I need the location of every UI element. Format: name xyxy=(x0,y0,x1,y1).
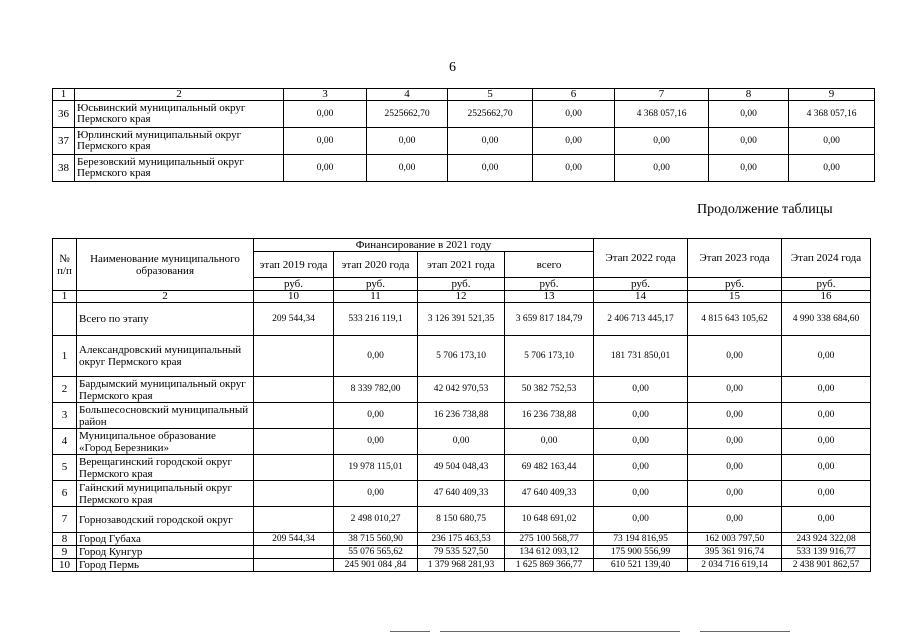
cell-value: 3 659 817 184,79 xyxy=(505,303,594,336)
top-table-column-numbers xyxy=(53,89,875,101)
row-number: 3 xyxy=(53,403,77,429)
table-row xyxy=(53,403,871,429)
cell-value: 2 438 901 862,57 xyxy=(782,559,871,572)
cell-value: 236 175 463,53 xyxy=(418,533,505,546)
cell-value: 0,00 xyxy=(782,455,871,481)
cell-value: 47 640 409,33 xyxy=(505,481,594,507)
cell-value: 0,00 xyxy=(418,429,505,455)
table-row xyxy=(53,481,871,507)
row-number xyxy=(53,303,77,336)
cell-value: 395 361 916,74 xyxy=(688,546,782,559)
table-row xyxy=(53,429,871,455)
col-number: 14 xyxy=(594,291,688,303)
unit: руб. xyxy=(254,278,334,291)
table-row xyxy=(53,155,875,182)
cell-value: 16 236 738,88 xyxy=(505,403,594,429)
col-number: 2 xyxy=(77,291,254,303)
cell-value: 1 379 968 281,93 xyxy=(418,559,505,572)
cell-value: 0,00 xyxy=(594,403,688,429)
row-number: 9 xyxy=(53,546,77,559)
header-stage-2023: Этап 2023 года xyxy=(688,239,782,278)
cell-value: 0,00 xyxy=(688,507,782,533)
cell-value xyxy=(254,546,334,559)
col-number: 5 xyxy=(448,89,533,101)
cell-value: 0,00 xyxy=(709,128,789,155)
row-number: 4 xyxy=(53,429,77,455)
cell-value: 8 150 680,75 xyxy=(418,507,505,533)
cell-value: 0,00 xyxy=(594,377,688,403)
table-row xyxy=(53,336,871,377)
col-number: 7 xyxy=(615,89,709,101)
cell-value xyxy=(254,559,334,572)
col-number: 10 xyxy=(254,291,334,303)
cell-value: 162 003 797,50 xyxy=(688,533,782,546)
cell-value: 243 924 322,08 xyxy=(782,533,871,546)
cell-value: 0,00 xyxy=(782,481,871,507)
cell-value: 2 406 713 445,17 xyxy=(594,303,688,336)
table-row xyxy=(53,533,871,546)
municipality-name: Александровский муниципальный округ Пермского края xyxy=(77,336,254,377)
row-number: 37 xyxy=(53,128,75,155)
cell-value: 0,00 xyxy=(709,101,789,128)
cell-value: 0,00 xyxy=(448,128,533,155)
cell-value xyxy=(254,481,334,507)
cell-value xyxy=(254,455,334,481)
municipality-name: Большесосновский муниципальный район xyxy=(77,403,254,429)
cell-value: 49 504 048,43 xyxy=(418,455,505,481)
row-number: 6 xyxy=(53,481,77,507)
cell-value: 0,00 xyxy=(782,429,871,455)
cell-value: 610 521 139,40 xyxy=(594,559,688,572)
header-row xyxy=(53,239,871,252)
header-stage-2021: этап 2021 года xyxy=(418,252,505,278)
cell-value: 0,00 xyxy=(789,128,875,155)
header-total: всего xyxy=(505,252,594,278)
row-number: 2 xyxy=(53,377,77,403)
cell-value: 38 715 560,90 xyxy=(334,533,418,546)
row-number: 5 xyxy=(53,455,77,481)
cell-value: 0,00 xyxy=(789,155,875,182)
cell-value: 0,00 xyxy=(594,507,688,533)
cell-value: 0,00 xyxy=(615,155,709,182)
cell-value: 73 194 816,95 xyxy=(594,533,688,546)
municipality-name: Верещагинский городской округ Пермского края xyxy=(77,455,254,481)
row-number: 1 xyxy=(53,336,77,377)
cell-value: 4 815 643 105,62 xyxy=(688,303,782,336)
cell-value: 0,00 xyxy=(367,155,448,182)
row-number: 8 xyxy=(53,533,77,546)
col-number: 15 xyxy=(688,291,782,303)
cell-value: 16 236 738,88 xyxy=(418,403,505,429)
cell-value: 8 339 782,00 xyxy=(334,377,418,403)
municipality-name: Гайнский муниципальный округ Пермского края xyxy=(77,481,254,507)
col-number: 9 xyxy=(789,89,875,101)
cell-value: 0,00 xyxy=(334,403,418,429)
cell-value: 2 034 716 619,14 xyxy=(688,559,782,572)
cell-value: 0,00 xyxy=(448,155,533,182)
column-numbers-row xyxy=(53,291,871,303)
cell-value: 134 612 093,12 xyxy=(505,546,594,559)
cell-value: 2 498 010,27 xyxy=(334,507,418,533)
row-number: 7 xyxy=(53,507,77,533)
municipality-name: Юрлинский муниципальный округ Пермского края xyxy=(75,128,284,155)
cell-value xyxy=(254,403,334,429)
municipality-name: Муниципальное образование «Город Березники» xyxy=(77,429,254,455)
cell-value: 2525662,70 xyxy=(367,101,448,128)
unit: руб. xyxy=(782,278,871,291)
cell-value: 0,00 xyxy=(505,429,594,455)
cell-value: 5 706 173,10 xyxy=(505,336,594,377)
col-number: 8 xyxy=(709,89,789,101)
unit: руб. xyxy=(334,278,418,291)
cell-value: 2525662,70 xyxy=(448,101,533,128)
municipality-name: Город Пермь xyxy=(77,559,254,572)
cell-value: 0,00 xyxy=(334,336,418,377)
cell-value: 209 544,34 xyxy=(254,303,334,336)
cell-value: 0,00 xyxy=(688,455,782,481)
table-row xyxy=(53,507,871,533)
cell-value: 0,00 xyxy=(782,403,871,429)
col-number: 6 xyxy=(533,89,615,101)
col-number: 3 xyxy=(284,89,367,101)
cell-value: 533 139 916,77 xyxy=(782,546,871,559)
cell-value: 5 706 173,10 xyxy=(418,336,505,377)
cell-value: 0,00 xyxy=(284,155,367,182)
municipality-name: Березовский муниципальный округ Пермского края xyxy=(75,155,284,182)
cell-value xyxy=(254,377,334,403)
cell-value: 0,00 xyxy=(688,403,782,429)
cell-value: 1 625 869 366,77 xyxy=(505,559,594,572)
row-number: 10 xyxy=(53,559,77,572)
header-num: № п/п xyxy=(53,239,77,291)
municipality-name: Горнозаводский городской округ xyxy=(77,507,254,533)
total-label: Всего по этапу xyxy=(77,303,254,336)
cell-value: 0,00 xyxy=(533,155,615,182)
cell-value: 0,00 xyxy=(533,101,615,128)
cell-value: 19 978 115,01 xyxy=(334,455,418,481)
cell-value: 55 076 565,62 xyxy=(334,546,418,559)
row-number: 36 xyxy=(53,101,75,128)
cell-value: 209 544,34 xyxy=(254,533,334,546)
cell-value: 0,00 xyxy=(688,377,782,403)
header-stage-2024: Этап 2024 года xyxy=(782,239,871,278)
main-table xyxy=(52,238,871,572)
unit: руб. xyxy=(594,278,688,291)
total-row xyxy=(53,303,871,336)
header-name: Наименование муниципального образования xyxy=(77,239,254,291)
cell-value: 0,00 xyxy=(615,128,709,155)
municipality-name: Бардымский муниципальный округ Пермского края xyxy=(77,377,254,403)
cell-value: 0,00 xyxy=(782,507,871,533)
cell-value: 0,00 xyxy=(688,336,782,377)
cell-value xyxy=(254,336,334,377)
cell-value xyxy=(254,507,334,533)
cell-value: 0,00 xyxy=(782,336,871,377)
header-stage-2020: этап 2020 года xyxy=(334,252,418,278)
cell-value: 0,00 xyxy=(284,128,367,155)
cell-value: 245 901 084 ,84 xyxy=(334,559,418,572)
col-number: 1 xyxy=(53,89,75,101)
cell-value: 0,00 xyxy=(334,481,418,507)
table-row xyxy=(53,455,871,481)
cell-value: 0,00 xyxy=(594,429,688,455)
page-number: 6 xyxy=(449,60,456,75)
table-row xyxy=(53,377,871,403)
top-table xyxy=(52,88,875,182)
table-row xyxy=(53,546,871,559)
municipality-name: Город Губаха xyxy=(77,533,254,546)
cell-value: 4 368 057,16 xyxy=(789,101,875,128)
col-number: 4 xyxy=(367,89,448,101)
footer-line xyxy=(440,631,680,632)
unit: руб. xyxy=(418,278,505,291)
cell-value: 0,00 xyxy=(688,481,782,507)
municipality-name: Город Кунгур xyxy=(77,546,254,559)
cell-value: 0,00 xyxy=(688,429,782,455)
cell-value: 0,00 xyxy=(709,155,789,182)
row-number: 38 xyxy=(53,155,75,182)
table-row xyxy=(53,128,875,155)
col-number: 11 xyxy=(334,291,418,303)
continued-label: Продолжение таблицы xyxy=(697,202,833,217)
cell-value: 79 535 527,50 xyxy=(418,546,505,559)
cell-value: 50 382 752,53 xyxy=(505,377,594,403)
cell-value: 0,00 xyxy=(782,377,871,403)
col-number: 13 xyxy=(505,291,594,303)
col-number: 16 xyxy=(782,291,871,303)
unit: руб. xyxy=(505,278,594,291)
cell-value: 275 100 568,77 xyxy=(505,533,594,546)
footer-line xyxy=(700,631,790,632)
cell-value: 0,00 xyxy=(367,128,448,155)
footer-line xyxy=(390,631,430,632)
header-financing: Финансирование в 2021 году xyxy=(254,239,594,252)
col-number: 2 xyxy=(75,89,284,101)
cell-value: 3 126 391 521,35 xyxy=(418,303,505,336)
cell-value: 4 368 057,16 xyxy=(615,101,709,128)
cell-value: 0,00 xyxy=(533,128,615,155)
header-stage-2019: этап 2019 года xyxy=(254,252,334,278)
cell-value: 42 042 970,53 xyxy=(418,377,505,403)
municipality-name: Юсьвинский муниципальный округ Пермского края xyxy=(75,101,284,128)
cell-value xyxy=(254,429,334,455)
table-row xyxy=(53,559,871,572)
unit: руб. xyxy=(688,278,782,291)
cell-value: 0,00 xyxy=(334,429,418,455)
cell-value: 181 731 850,01 xyxy=(594,336,688,377)
cell-value: 47 640 409,33 xyxy=(418,481,505,507)
cell-value: 533 216 119,1 xyxy=(334,303,418,336)
header-stage-2022: Этап 2022 года xyxy=(594,239,688,278)
cell-value: 69 482 163,44 xyxy=(505,455,594,481)
cell-value: 0,00 xyxy=(594,481,688,507)
col-number: 1 xyxy=(53,291,77,303)
cell-value: 0,00 xyxy=(284,101,367,128)
cell-value: 175 900 556,99 xyxy=(594,546,688,559)
cell-value: 4 990 338 684,60 xyxy=(782,303,871,336)
cell-value: 0,00 xyxy=(594,455,688,481)
cell-value: 10 648 691,02 xyxy=(505,507,594,533)
col-number: 12 xyxy=(418,291,505,303)
table-row xyxy=(53,101,875,128)
